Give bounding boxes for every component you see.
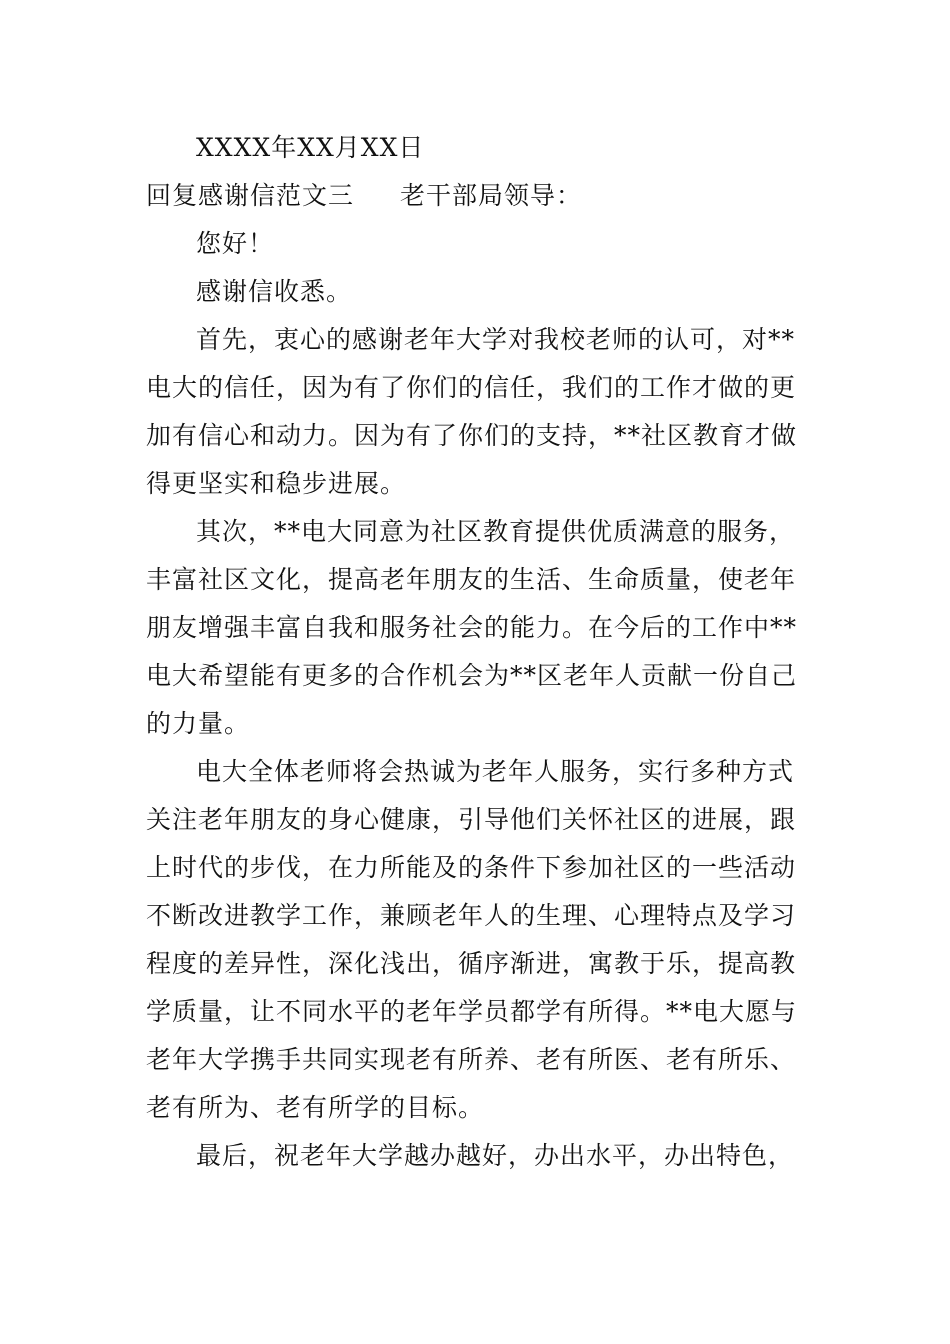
paragraph-2-line-4: 电大希望能有更多的合作机会为**区老年人贡献一份自己 [146, 661, 798, 690]
letter-body [146, 124, 826, 1180]
paragraph-3-line-6: 学质量，让不同水平的老年学员都学有所得。**电大愿与 [146, 997, 798, 1026]
received-line: 感谢信收悉。 [196, 277, 353, 306]
paragraph-2-line-5: 的力量。 [146, 709, 251, 738]
paragraph-3-line-8: 老有所为、老有所学的目标。 [146, 1093, 485, 1122]
paragraph-3-line-4: 不断改进教学工作，兼顾老年人的生理、心理特点及学习 [146, 901, 797, 930]
greeting: 您好！ [196, 229, 275, 258]
paragraph-2-line-1: 其次，**电大同意为社区教育提供优质满意的服务， [196, 517, 796, 546]
paragraph-3-line-5: 程度的差异性，深化浅出，循序渐进，寓教于乐，提高教 [146, 949, 797, 978]
paragraph-3-line-2: 关注老年朋友的身心健康，引导他们关怀社区的进展，跟 [146, 805, 797, 834]
date-line: XXXX年XX月XX日 [196, 133, 425, 162]
paragraph-1-line-2: 电大的信任，因为有了你们的信任，我们的工作才做的更 [146, 373, 797, 402]
paragraph-2-line-2: 丰富社区文化，提高老年朋友的生活、生命质量，使老年 [146, 565, 797, 594]
paragraph-3-line-3: 上时代的步伐，在力所能及的条件下参加社区的一些活动 [146, 853, 797, 882]
paragraph-1-line-3: 加有信心和动力。因为有了你们的支持，**社区教育才做 [146, 421, 798, 450]
paragraph-2-line-3: 朋友增强丰富自我和服务社会的能力。在今后的工作中** [146, 613, 798, 642]
paragraph-1-line-1: 首先，衷心的感谢老年大学对我校老师的认可，对** [196, 325, 796, 354]
letter-title: 回复感谢信范文三 [146, 181, 355, 210]
paragraph-1-line-4: 得更坚实和稳步进展。 [146, 469, 407, 498]
paragraph-3-line-7: 老年大学携手共同实现老有所养、老有所医、老有所乐、 [146, 1045, 797, 1074]
paragraph-4-line-1: 最后，祝老年大学越办越好，办出水平，办出特色， [196, 1141, 795, 1170]
title-line [146, 172, 826, 220]
paragraph-3-line-1: 电大全体老师将会热诚为老年人服务，实行多种方式 [196, 757, 795, 786]
salutation: 老干部局领导： [400, 181, 583, 210]
